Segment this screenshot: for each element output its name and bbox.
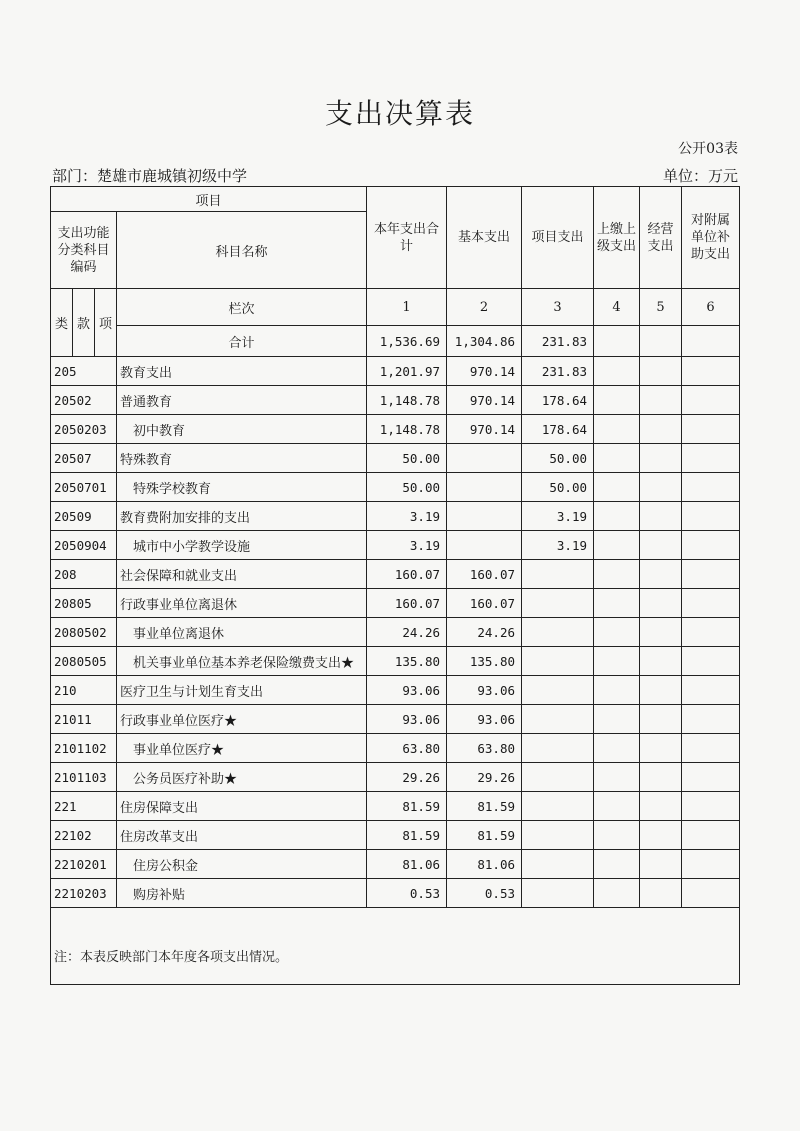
form-number: 公开03表 bbox=[678, 141, 738, 157]
row-basic: 0.53 bbox=[447, 879, 522, 908]
row-total: 93.06 bbox=[367, 676, 447, 705]
row-upper bbox=[594, 502, 640, 531]
row-project bbox=[522, 734, 594, 763]
page-title: 支出决算表 bbox=[324, 97, 475, 130]
row-basic: 93.06 bbox=[447, 705, 522, 734]
row-code: 20507 bbox=[51, 444, 117, 473]
row-code: 2210203 bbox=[51, 879, 117, 908]
row-total: 160.07 bbox=[367, 560, 447, 589]
row-code: 2101103 bbox=[51, 763, 117, 792]
row-name: 机关事业单位基本养老保险缴费支出★ bbox=[117, 647, 367, 676]
row-code: 205 bbox=[51, 357, 117, 386]
header-project: 项目 bbox=[51, 187, 367, 212]
row-project bbox=[522, 705, 594, 734]
row-basic: 970.14 bbox=[447, 415, 522, 444]
row-upper bbox=[594, 705, 640, 734]
row-project bbox=[522, 850, 594, 879]
header-lanci: 栏次 bbox=[117, 289, 367, 326]
row-upper bbox=[594, 879, 640, 908]
row-business bbox=[640, 763, 682, 792]
table-row bbox=[51, 386, 740, 415]
row-project: 178.64 bbox=[522, 415, 594, 444]
row-basic: 93.06 bbox=[447, 676, 522, 705]
total-subsidy bbox=[682, 326, 740, 357]
row-name: 特殊学校教育 bbox=[117, 473, 367, 502]
row-basic bbox=[447, 502, 522, 531]
row-upper bbox=[594, 763, 640, 792]
row-project bbox=[522, 560, 594, 589]
col-num-2: 2 bbox=[447, 289, 522, 326]
row-project: 50.00 bbox=[522, 473, 594, 502]
row-total: 3.19 bbox=[367, 531, 447, 560]
row-upper bbox=[594, 792, 640, 821]
row-business bbox=[640, 850, 682, 879]
row-total: 1,148.78 bbox=[367, 415, 447, 444]
row-total: 1,201.97 bbox=[367, 357, 447, 386]
row-project bbox=[522, 792, 594, 821]
header-col-business: 经营支出 bbox=[640, 187, 682, 289]
row-basic: 63.80 bbox=[447, 734, 522, 763]
col-num-5: 5 bbox=[640, 289, 682, 326]
row-code: 208 bbox=[51, 560, 117, 589]
row-code: 210 bbox=[51, 676, 117, 705]
row-business bbox=[640, 531, 682, 560]
row-subsidy bbox=[682, 821, 740, 850]
row-basic: 29.26 bbox=[447, 763, 522, 792]
row-total: 81.06 bbox=[367, 850, 447, 879]
row-project bbox=[522, 879, 594, 908]
row-project bbox=[522, 589, 594, 618]
row-subsidy bbox=[682, 357, 740, 386]
row-basic bbox=[447, 473, 522, 502]
row-name: 特殊教育 bbox=[117, 444, 367, 473]
row-subsidy bbox=[682, 589, 740, 618]
row-total: 81.59 bbox=[367, 821, 447, 850]
unit-label: 单位：万元 bbox=[662, 167, 738, 185]
row-total: 93.06 bbox=[367, 705, 447, 734]
row-name: 事业单位医疗★ bbox=[117, 734, 367, 763]
row-subsidy bbox=[682, 792, 740, 821]
header-code-label: 支出功能分类科目编码 bbox=[51, 212, 117, 289]
total-project: 231.83 bbox=[522, 326, 594, 357]
row-name: 初中教育 bbox=[117, 415, 367, 444]
row-code: 20509 bbox=[51, 502, 117, 531]
row-business bbox=[640, 386, 682, 415]
row-upper bbox=[594, 850, 640, 879]
row-subsidy bbox=[682, 560, 740, 589]
header-name-label: 科目名称 bbox=[117, 212, 367, 289]
row-name: 购房补贴 bbox=[117, 879, 367, 908]
row-project bbox=[522, 676, 594, 705]
row-code: 2050904 bbox=[51, 531, 117, 560]
header-kuan: 款 bbox=[73, 289, 95, 357]
table-row bbox=[51, 850, 740, 879]
row-total: 29.26 bbox=[367, 763, 447, 792]
row-upper bbox=[594, 357, 640, 386]
row-code: 2050701 bbox=[51, 473, 117, 502]
row-subsidy bbox=[682, 705, 740, 734]
row-upper bbox=[594, 444, 640, 473]
row-basic: 160.07 bbox=[447, 560, 522, 589]
row-business bbox=[640, 647, 682, 676]
row-code: 22102 bbox=[51, 821, 117, 850]
row-subsidy bbox=[682, 850, 740, 879]
row-total: 160.07 bbox=[367, 589, 447, 618]
header-lei: 类 bbox=[51, 289, 73, 357]
table-row bbox=[51, 647, 740, 676]
expenditure-table bbox=[50, 186, 740, 985]
row-subsidy bbox=[682, 734, 740, 763]
row-upper bbox=[594, 386, 640, 415]
table-note: 注：本表反映部门本年度各项支出情况。 bbox=[51, 908, 740, 985]
row-subsidy bbox=[682, 386, 740, 415]
row-total: 50.00 bbox=[367, 473, 447, 502]
row-name: 住房改革支出 bbox=[117, 821, 367, 850]
row-basic: 970.14 bbox=[447, 357, 522, 386]
row-name: 行政事业单位医疗★ bbox=[117, 705, 367, 734]
table-row bbox=[51, 618, 740, 647]
table-row bbox=[51, 589, 740, 618]
row-business bbox=[640, 879, 682, 908]
row-name: 住房公积金 bbox=[117, 850, 367, 879]
row-business bbox=[640, 705, 682, 734]
row-code: 2080502 bbox=[51, 618, 117, 647]
table-row bbox=[51, 531, 740, 560]
row-subsidy bbox=[682, 502, 740, 531]
department-label: 部门：楚雄市鹿城镇初级中学 bbox=[52, 167, 248, 185]
row-project: 50.00 bbox=[522, 444, 594, 473]
row-basic: 135.80 bbox=[447, 647, 522, 676]
row-subsidy bbox=[682, 647, 740, 676]
row-basic: 24.26 bbox=[447, 618, 522, 647]
row-upper bbox=[594, 618, 640, 647]
col-num-6: 6 bbox=[682, 289, 740, 326]
table-row bbox=[51, 676, 740, 705]
table-row bbox=[51, 792, 740, 821]
row-code: 2080505 bbox=[51, 647, 117, 676]
row-subsidy bbox=[682, 444, 740, 473]
total-label: 合计 bbox=[117, 326, 367, 357]
table-row bbox=[51, 879, 740, 908]
row-business bbox=[640, 589, 682, 618]
row-upper bbox=[594, 473, 640, 502]
row-code: 20502 bbox=[51, 386, 117, 415]
header-col-basic: 基本支出 bbox=[447, 187, 522, 289]
row-subsidy bbox=[682, 618, 740, 647]
row-total: 63.80 bbox=[367, 734, 447, 763]
row-code: 2050203 bbox=[51, 415, 117, 444]
row-name: 事业单位离退休 bbox=[117, 618, 367, 647]
table-row bbox=[51, 357, 740, 386]
row-upper bbox=[594, 734, 640, 763]
row-code: 221 bbox=[51, 792, 117, 821]
row-subsidy bbox=[682, 676, 740, 705]
row-basic: 160.07 bbox=[447, 589, 522, 618]
row-name: 普通教育 bbox=[117, 386, 367, 415]
row-upper bbox=[594, 560, 640, 589]
row-project: 3.19 bbox=[522, 531, 594, 560]
header-xiang: 项 bbox=[95, 289, 117, 357]
row-upper bbox=[594, 647, 640, 676]
table-row bbox=[51, 444, 740, 473]
row-basic: 81.59 bbox=[447, 821, 522, 850]
row-business bbox=[640, 821, 682, 850]
row-business bbox=[640, 618, 682, 647]
col-num-3: 3 bbox=[522, 289, 594, 326]
row-business bbox=[640, 473, 682, 502]
row-name: 社会保障和就业支出 bbox=[117, 560, 367, 589]
header-col-upper: 上缴上级支出 bbox=[594, 187, 640, 289]
col-num-1: 1 bbox=[367, 289, 447, 326]
row-name: 住房保障支出 bbox=[117, 792, 367, 821]
table-row bbox=[51, 763, 740, 792]
row-business bbox=[640, 415, 682, 444]
row-upper bbox=[594, 415, 640, 444]
total-business bbox=[640, 326, 682, 357]
table-row bbox=[51, 560, 740, 589]
row-project: 178.64 bbox=[522, 386, 594, 415]
table-row bbox=[51, 821, 740, 850]
row-upper bbox=[594, 821, 640, 850]
row-project: 231.83 bbox=[522, 357, 594, 386]
total-basic: 1,304.86 bbox=[447, 326, 522, 357]
row-basic: 81.06 bbox=[447, 850, 522, 879]
header-col-total: 本年支出合计 bbox=[367, 187, 447, 289]
row-project bbox=[522, 821, 594, 850]
row-basic bbox=[447, 531, 522, 560]
row-name: 医疗卫生与计划生育支出 bbox=[117, 676, 367, 705]
row-business bbox=[640, 357, 682, 386]
row-total: 50.00 bbox=[367, 444, 447, 473]
header-col-project: 项目支出 bbox=[522, 187, 594, 289]
total-sum: 1,536.69 bbox=[367, 326, 447, 357]
row-business bbox=[640, 676, 682, 705]
row-name: 城市中小学教学设施 bbox=[117, 531, 367, 560]
row-basic: 81.59 bbox=[447, 792, 522, 821]
row-subsidy bbox=[682, 763, 740, 792]
row-upper bbox=[594, 531, 640, 560]
header-col-subsidy: 对附属单位补助支出 bbox=[682, 187, 740, 289]
row-code: 20805 bbox=[51, 589, 117, 618]
row-subsidy bbox=[682, 415, 740, 444]
row-business bbox=[640, 734, 682, 763]
row-basic bbox=[447, 444, 522, 473]
row-name: 公务员医疗补助★ bbox=[117, 763, 367, 792]
row-project bbox=[522, 763, 594, 792]
row-subsidy bbox=[682, 473, 740, 502]
row-code: 2210201 bbox=[51, 850, 117, 879]
row-business bbox=[640, 502, 682, 531]
row-total: 81.59 bbox=[367, 792, 447, 821]
row-code: 21011 bbox=[51, 705, 117, 734]
row-name: 行政事业单位离退休 bbox=[117, 589, 367, 618]
row-total: 24.26 bbox=[367, 618, 447, 647]
row-basic: 970.14 bbox=[447, 386, 522, 415]
row-business bbox=[640, 792, 682, 821]
row-name: 教育费附加安排的支出 bbox=[117, 502, 367, 531]
row-project bbox=[522, 618, 594, 647]
row-upper bbox=[594, 676, 640, 705]
table-row bbox=[51, 734, 740, 763]
row-code: 2101102 bbox=[51, 734, 117, 763]
row-total: 0.53 bbox=[367, 879, 447, 908]
row-total: 135.80 bbox=[367, 647, 447, 676]
row-project bbox=[522, 647, 594, 676]
row-subsidy bbox=[682, 531, 740, 560]
row-subsidy bbox=[682, 879, 740, 908]
row-business bbox=[640, 560, 682, 589]
row-total: 3.19 bbox=[367, 502, 447, 531]
row-upper bbox=[594, 589, 640, 618]
row-business bbox=[640, 444, 682, 473]
row-name: 教育支出 bbox=[117, 357, 367, 386]
row-total: 1,148.78 bbox=[367, 386, 447, 415]
table-row bbox=[51, 415, 740, 444]
col-num-4: 4 bbox=[594, 289, 640, 326]
table-row bbox=[51, 502, 740, 531]
table-row bbox=[51, 705, 740, 734]
table-row bbox=[51, 473, 740, 502]
row-project: 3.19 bbox=[522, 502, 594, 531]
total-upper bbox=[594, 326, 640, 357]
